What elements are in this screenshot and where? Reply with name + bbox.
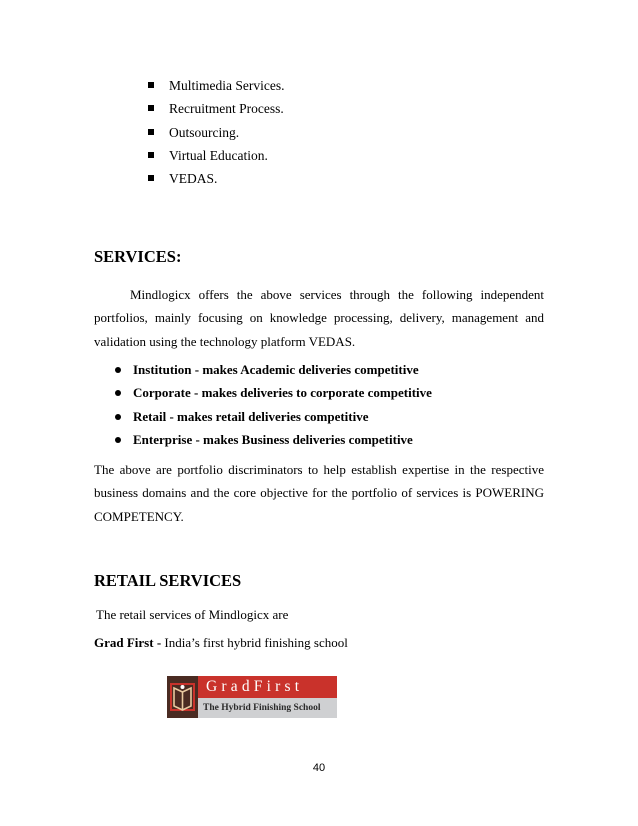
logo-title: GradFirst: [198, 676, 337, 698]
list-item: Virtual Education.: [148, 144, 284, 167]
grad-first-label: Grad First -: [94, 635, 162, 650]
square-bullet-icon: [148, 105, 154, 111]
closing-paragraph: [94, 458, 544, 528]
paragraph-line: business domains and the core objective for the portfolio of services is POWERING: [94, 485, 544, 501]
round-bullet-icon: [115, 390, 121, 396]
list-item: Institution - makes Academic deliveries competitive: [115, 358, 432, 381]
gradfirst-logo: [167, 676, 337, 718]
offerings-list: [148, 74, 284, 190]
grad-first-description: India’s first hybrid finishing school: [161, 635, 348, 650]
paragraph-line: COMPETENCY.: [94, 508, 184, 524]
services-paragraph: [94, 283, 544, 353]
retail-services-heading: RETAIL SERVICES: [94, 571, 242, 590]
list-item: Retail - makes retail deliveries competitive: [115, 405, 432, 428]
paragraph-line: validation using the technology platform VEDAS.: [94, 333, 356, 349]
round-bullet-icon: [115, 367, 121, 373]
list-item: Corporate - makes deliveries to corporate competitive: [115, 381, 432, 404]
list-item: VEDAS.: [148, 167, 284, 190]
square-bullet-icon: [148, 129, 154, 135]
square-bullet-icon: [148, 152, 154, 158]
page-number: 40: [312, 762, 326, 774]
paragraph-line: The above are portfolio discriminators to help establish expertise in the respective: [94, 462, 544, 477]
retail-intro-text: The retail services of Mindlogicx are: [96, 607, 289, 622]
grad-first-line: [94, 631, 348, 654]
square-bullet-icon: [148, 82, 154, 88]
round-bullet-icon: [115, 414, 121, 420]
list-item: Outsourcing.: [148, 121, 284, 144]
services-heading: SERVICES:: [94, 247, 182, 266]
square-bullet-icon: [148, 175, 154, 181]
paragraph-line: Mindlogicx offers the above services through the following independent: [130, 287, 544, 302]
portfolio-list: [115, 358, 432, 451]
list-item: Recruitment Process.: [148, 97, 284, 120]
book-emblem-icon: [167, 676, 198, 718]
book-emblem-icon: [167, 676, 198, 718]
paragraph-line: portfolios, mainly focusing on knowledge processing, delivery, management and: [94, 310, 544, 326]
round-bullet-icon: [115, 437, 121, 443]
list-item: Enterprise - makes Business deliveries competitive: [115, 428, 432, 451]
list-item: Multimedia Services.: [148, 74, 284, 97]
logo-subtitle: The Hybrid Finishing School: [203, 703, 321, 713]
